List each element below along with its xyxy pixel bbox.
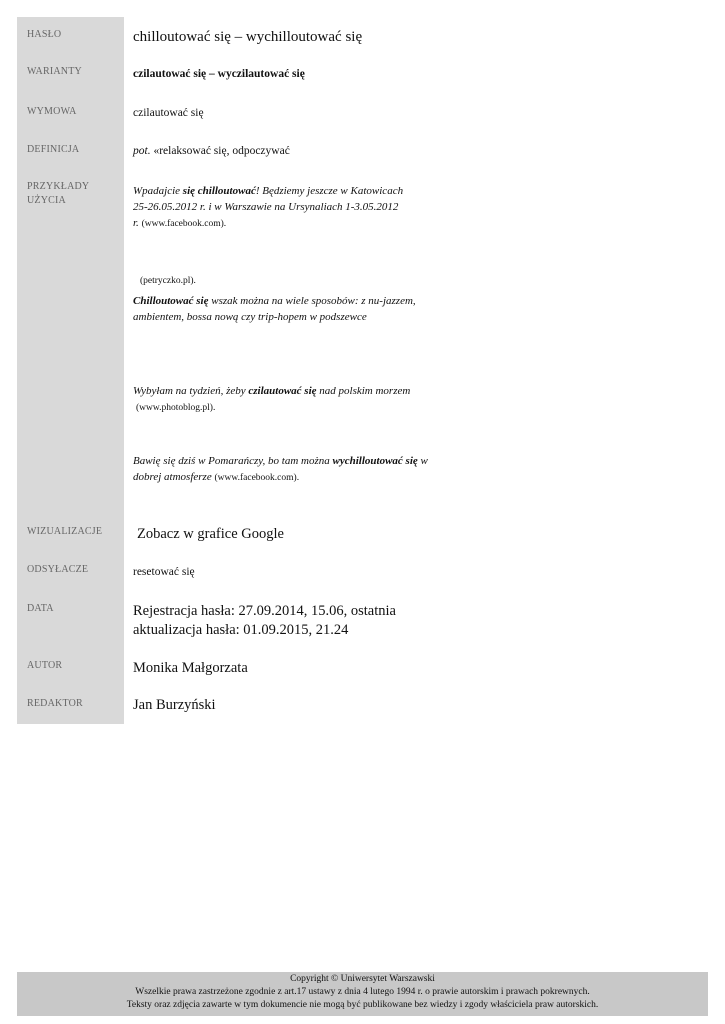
footer-rights: Wszelkie prawa zastrzeżone zgodnie z art.17 ustawy z dnia 4 lutego 1994 r. o prawie autorskim i prawach pokrewnych.	[135, 987, 590, 997]
label-data: DATA	[27, 603, 54, 614]
label-odsylacze: ODSYŁACZE	[27, 564, 89, 575]
footer-notice: Teksty oraz zdjęcia zawarte w tym dokumencie nie mogą być publikowane bez wiedzy i zgody właściciela praw autorskich.	[126, 1000, 599, 1010]
pronunciation: czilautować się	[133, 107, 204, 119]
example-1	[133, 183, 473, 232]
definition-text: relaksować się, odpoczywać	[159, 145, 290, 157]
author: Monika Małgorzata	[133, 660, 248, 676]
example-2-source: (petryczko.pl).	[140, 276, 196, 286]
example-1-line3: r.	[133, 217, 139, 229]
example-1-term: się chilloutować	[182, 185, 256, 197]
label-przyklady	[27, 180, 89, 208]
google-images-link[interactable]: Zobacz w grafice Google	[137, 526, 284, 542]
example-5-term: wychilloutować się	[332, 455, 418, 467]
date-registration: Rejestracja hasła: 27.09.2014, 15.06, ostatnia	[133, 603, 396, 619]
label-wymowa: WYMOWA	[27, 106, 77, 117]
label-column	[17, 17, 124, 724]
example-5-text: Bawię się dziś w Pomarańczy, bo tam można	[133, 455, 333, 467]
label-przyklady-line2: UŻYCIA	[27, 195, 66, 206]
example-3-text: wszak można na wiele sposobów: z nu-jazzem,	[208, 295, 416, 307]
copyright-footer	[17, 972, 708, 1016]
date-update: aktualizacja hasła: 01.09.2015, 21.24	[133, 622, 349, 638]
label-wizualizacje: WIZUALIZACJE	[27, 526, 103, 537]
example-4	[133, 383, 473, 416]
example-5	[133, 453, 473, 486]
label-redaktor: REDAKTOR	[27, 698, 83, 709]
label-definicja: DEFINICJA	[27, 144, 80, 155]
example-4-text: Wybyłam na tydzień, żeby	[133, 385, 249, 397]
date-info	[133, 602, 396, 640]
definition-qualifier: pot.	[133, 145, 151, 157]
label-haslo: HASŁO	[27, 29, 62, 40]
definition	[133, 144, 290, 159]
label-warianty: WARIANTY	[27, 66, 82, 77]
definition-mark: «	[153, 145, 160, 157]
editor: Jan Burzyński	[133, 697, 216, 713]
variants: czilautować się – wyczilautować się	[133, 68, 305, 80]
example-1-line2: 25-26.05.2012 r. i w Warszawie na Ursynaliach 1-3.05.2012	[133, 201, 399, 213]
example-5-source: (www.facebook.com).	[214, 473, 300, 483]
footer-copyright: Copyright © Uniwersytet Warszawski	[290, 974, 435, 984]
cross-reference-link[interactable]: resetować się	[133, 566, 195, 578]
example-4-text-cont: nad polskim morzem	[316, 385, 411, 397]
example-4-source: (www.photoblog.pl).	[136, 403, 216, 413]
example-3	[133, 293, 473, 325]
example-5-text-cont: w	[417, 455, 428, 467]
example-1-text: Wpadajcie	[133, 185, 183, 197]
example-5-line2: dobrej atmosferze	[133, 471, 212, 483]
label-przyklady-line1: PRZYKŁADY	[27, 181, 90, 192]
example-3-line2: ambientem, bossa nową czy trip-hopem w podszewce	[133, 311, 367, 323]
example-3-term: Chilloutować się	[133, 295, 209, 307]
example-1-source: (www.facebook.com).	[141, 219, 227, 229]
example-4-term: czilautować się	[248, 385, 317, 397]
example-1-text-cont: ! Będziemy jeszcze w Katowicach	[255, 185, 404, 197]
headword: chilloutować się – wychilloutować się	[133, 29, 363, 45]
label-autor: AUTOR	[27, 660, 63, 671]
